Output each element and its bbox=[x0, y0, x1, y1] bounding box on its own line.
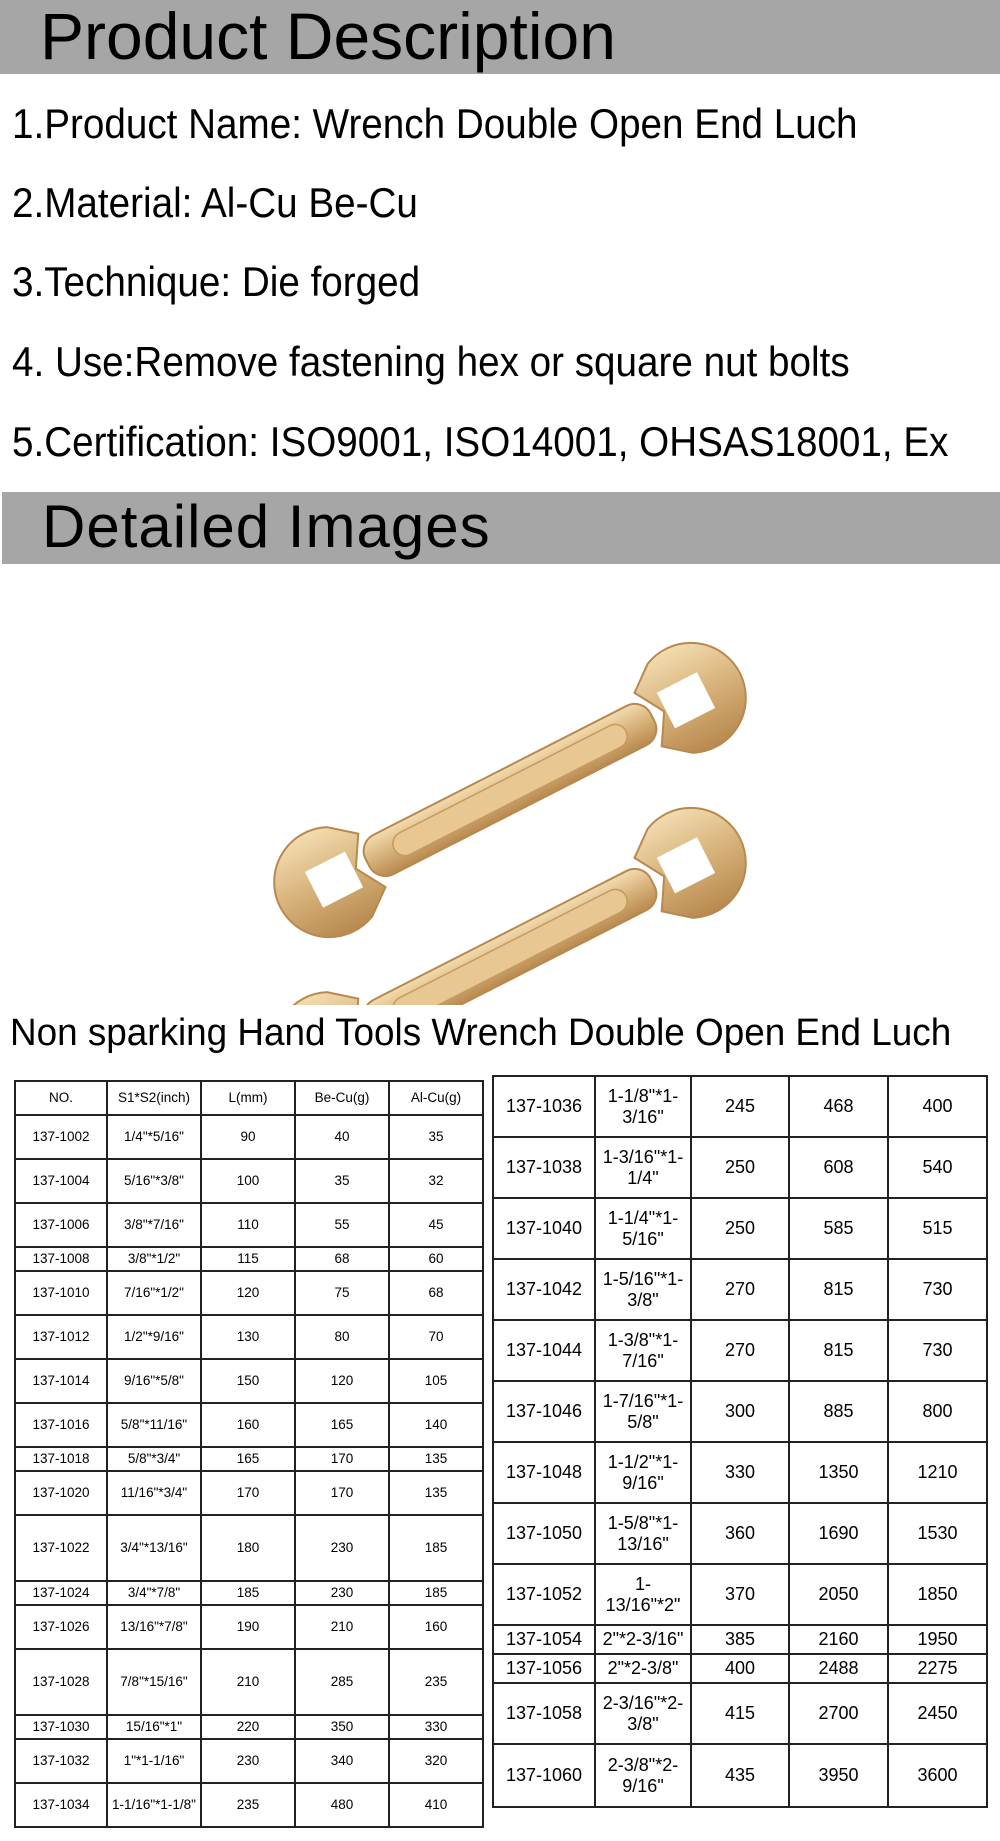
table-row bbox=[15, 1203, 483, 1247]
table-row bbox=[493, 1625, 987, 1654]
table-cell: 115 bbox=[201, 1247, 295, 1271]
table-cell: 137-1026 bbox=[15, 1605, 107, 1649]
table-cell: 150 bbox=[201, 1359, 295, 1403]
table-cell: 800 bbox=[888, 1381, 987, 1442]
table-cell: 120 bbox=[201, 1271, 295, 1315]
table-row bbox=[493, 1198, 987, 1259]
table-cell: 2"*2-3/8" bbox=[595, 1654, 691, 1683]
table-row bbox=[493, 1564, 987, 1625]
table-row bbox=[15, 1315, 483, 1359]
table-cell: 330 bbox=[389, 1715, 483, 1739]
table-cell: 3950 bbox=[789, 1744, 888, 1807]
table-cell: 7/16"*1/2" bbox=[107, 1271, 201, 1315]
table-cell: 1-5/8"*1-13/16" bbox=[595, 1503, 691, 1564]
table-title: Non sparking Hand Tools Wrench Double Open End Luch bbox=[10, 1012, 952, 1054]
table-cell: 137-1044 bbox=[493, 1320, 595, 1381]
spec-table-right bbox=[492, 1075, 988, 1808]
table-cell: 400 bbox=[888, 1076, 987, 1137]
table-cell: 2160 bbox=[789, 1625, 888, 1654]
table-cell: 480 bbox=[295, 1783, 389, 1827]
table-cell: 40 bbox=[295, 1115, 389, 1159]
column-header: Al-Cu(g) bbox=[389, 1081, 483, 1115]
table-cell: 300 bbox=[691, 1381, 789, 1442]
spec-technique: 3.Technique: Die forged bbox=[12, 258, 421, 305]
table-cell: 250 bbox=[691, 1137, 789, 1198]
table-cell: 68 bbox=[295, 1247, 389, 1271]
table-cell: 245 bbox=[691, 1076, 789, 1137]
table-cell: 32 bbox=[389, 1159, 483, 1203]
table-cell: 137-1030 bbox=[15, 1715, 107, 1739]
table-cell: 360 bbox=[691, 1503, 789, 1564]
wrench-pair-image bbox=[270, 580, 750, 1005]
table-cell: 15/16"*1" bbox=[107, 1715, 201, 1739]
detailed-images-banner bbox=[2, 492, 1000, 564]
table-cell: 137-1022 bbox=[15, 1515, 107, 1581]
table-cell: 370 bbox=[691, 1564, 789, 1625]
table-cell: 105 bbox=[389, 1359, 483, 1403]
table-row bbox=[15, 1581, 483, 1605]
table-cell: 1/4"*5/16" bbox=[107, 1115, 201, 1159]
table-cell: 2700 bbox=[789, 1683, 888, 1744]
table-row bbox=[493, 1259, 987, 1320]
table-cell: 137-1050 bbox=[493, 1503, 595, 1564]
table-cell: 137-1038 bbox=[493, 1137, 595, 1198]
table-cell: 815 bbox=[789, 1320, 888, 1381]
table-cell: 3/4"*7/8" bbox=[107, 1581, 201, 1605]
table-cell: 5/16"*3/8" bbox=[107, 1159, 201, 1203]
table-cell: 5/8"*11/16" bbox=[107, 1403, 201, 1447]
table-cell: 9/16"*5/8" bbox=[107, 1359, 201, 1403]
table-cell: 1-13/16"*2" bbox=[595, 1564, 691, 1625]
table-row bbox=[15, 1605, 483, 1649]
table-cell: 137-1024 bbox=[15, 1581, 107, 1605]
table-cell: 2275 bbox=[888, 1654, 987, 1683]
table-cell: 815 bbox=[789, 1259, 888, 1320]
detailed-images-heading: Detailed Images bbox=[42, 493, 491, 560]
table-cell: 1-3/8"*1-7/16" bbox=[595, 1320, 691, 1381]
table-cell: 220 bbox=[201, 1715, 295, 1739]
table-cell: 285 bbox=[295, 1649, 389, 1715]
table-cell: 137-1034 bbox=[15, 1783, 107, 1827]
table-cell: 230 bbox=[201, 1739, 295, 1783]
column-header: S1*S2(inch) bbox=[107, 1081, 201, 1115]
table-row bbox=[493, 1744, 987, 1807]
table-cell: 2450 bbox=[888, 1683, 987, 1744]
column-header: NO. bbox=[15, 1081, 107, 1115]
table-cell: 235 bbox=[389, 1649, 483, 1715]
table-cell: 730 bbox=[888, 1259, 987, 1320]
table-cell: 320 bbox=[389, 1739, 483, 1783]
table-cell: 730 bbox=[888, 1320, 987, 1381]
table-cell: 415 bbox=[691, 1683, 789, 1744]
table-cell: 1-7/16"*1-5/8" bbox=[595, 1381, 691, 1442]
table-row bbox=[15, 1715, 483, 1739]
table-cell: 2-3/8"*2-9/16" bbox=[595, 1744, 691, 1807]
table-cell: 1"*1-1/16" bbox=[107, 1739, 201, 1783]
table-cell: 1-1/4"*1-5/16" bbox=[595, 1198, 691, 1259]
table-cell: 11/16"*3/4" bbox=[107, 1471, 201, 1515]
table-row bbox=[15, 1783, 483, 1827]
spec-table-left bbox=[14, 1080, 484, 1828]
table-cell: 137-1056 bbox=[493, 1654, 595, 1683]
table-row bbox=[15, 1471, 483, 1515]
table-cell: 70 bbox=[389, 1315, 483, 1359]
product-description-heading: Product Description bbox=[40, 0, 616, 73]
table-row bbox=[15, 1247, 483, 1271]
table-cell: 170 bbox=[295, 1447, 389, 1471]
table-cell: 137-1020 bbox=[15, 1471, 107, 1515]
table-cell: 137-1008 bbox=[15, 1247, 107, 1271]
table-cell: 3/8"*1/2" bbox=[107, 1247, 201, 1271]
table-cell: 540 bbox=[888, 1137, 987, 1198]
table-cell: 1-1/2"*1-9/16" bbox=[595, 1442, 691, 1503]
table-cell: 137-1040 bbox=[493, 1198, 595, 1259]
table-row bbox=[493, 1320, 987, 1381]
table-cell: 120 bbox=[295, 1359, 389, 1403]
table-cell: 137-1042 bbox=[493, 1259, 595, 1320]
table-cell: 435 bbox=[691, 1744, 789, 1807]
spec-use: 4. Use:Remove fastening hex or square nut bolts bbox=[12, 338, 850, 385]
product-description-banner bbox=[0, 0, 1000, 74]
table-cell: 80 bbox=[295, 1315, 389, 1359]
table-cell: 60 bbox=[389, 1247, 483, 1271]
table-cell: 137-1012 bbox=[15, 1315, 107, 1359]
table-cell: 185 bbox=[389, 1515, 483, 1581]
table-cell: 135 bbox=[389, 1447, 483, 1471]
table-cell: 1950 bbox=[888, 1625, 987, 1654]
table-cell: 210 bbox=[201, 1649, 295, 1715]
table-cell: 137-1016 bbox=[15, 1403, 107, 1447]
table-cell: 7/8"*15/16" bbox=[107, 1649, 201, 1715]
table-cell: 330 bbox=[691, 1442, 789, 1503]
table-cell: 170 bbox=[295, 1471, 389, 1515]
table-row bbox=[493, 1442, 987, 1503]
table-cell: 210 bbox=[295, 1605, 389, 1649]
table-cell: 230 bbox=[295, 1581, 389, 1605]
table-cell: 137-1014 bbox=[15, 1359, 107, 1403]
table-row bbox=[15, 1271, 483, 1315]
table-cell: 1-5/16"*1-3/8" bbox=[595, 1259, 691, 1320]
table-cell: 137-1058 bbox=[493, 1683, 595, 1744]
table-cell: 35 bbox=[295, 1159, 389, 1203]
table-cell: 137-1032 bbox=[15, 1739, 107, 1783]
table-cell: 13/16"*7/8" bbox=[107, 1605, 201, 1649]
table-row bbox=[15, 1739, 483, 1783]
table-cell: 185 bbox=[201, 1581, 295, 1605]
table-cell: 1210 bbox=[888, 1442, 987, 1503]
table-row bbox=[493, 1503, 987, 1564]
table-row bbox=[493, 1381, 987, 1442]
table-row bbox=[493, 1683, 987, 1744]
table-cell: 2050 bbox=[789, 1564, 888, 1625]
table-row bbox=[15, 1359, 483, 1403]
table-cell: 137-1060 bbox=[493, 1744, 595, 1807]
table-cell: 468 bbox=[789, 1076, 888, 1137]
table-cell: 1-1/16"*1-1/8" bbox=[107, 1783, 201, 1827]
table-row bbox=[15, 1115, 483, 1159]
table-cell: 180 bbox=[201, 1515, 295, 1581]
table-cell: 2488 bbox=[789, 1654, 888, 1683]
table-header-row bbox=[15, 1081, 483, 1115]
table-cell: 1-3/16"*1-1/4" bbox=[595, 1137, 691, 1198]
table-cell: 90 bbox=[201, 1115, 295, 1159]
table-cell: 170 bbox=[201, 1471, 295, 1515]
table-cell: 137-1054 bbox=[493, 1625, 595, 1654]
table-cell: 3/4"*13/16" bbox=[107, 1515, 201, 1581]
table-cell: 1690 bbox=[789, 1503, 888, 1564]
table-cell: 137-1048 bbox=[493, 1442, 595, 1503]
table-cell: 45 bbox=[389, 1203, 483, 1247]
table-cell: 135 bbox=[389, 1471, 483, 1515]
table-row bbox=[15, 1649, 483, 1715]
table-cell: 137-1046 bbox=[493, 1381, 595, 1442]
table-cell: 1/2"*9/16" bbox=[107, 1315, 201, 1359]
table-cell: 3600 bbox=[888, 1744, 987, 1807]
table-cell: 340 bbox=[295, 1739, 389, 1783]
table-row bbox=[15, 1159, 483, 1203]
table-cell: 130 bbox=[201, 1315, 295, 1359]
table-cell: 608 bbox=[789, 1137, 888, 1198]
table-cell: 55 bbox=[295, 1203, 389, 1247]
table-cell: 350 bbox=[295, 1715, 389, 1739]
table-cell: 137-1004 bbox=[15, 1159, 107, 1203]
spec-material: 2.Material: Al-Cu Be-Cu bbox=[12, 179, 418, 226]
table-row bbox=[493, 1076, 987, 1137]
table-cell: 68 bbox=[389, 1271, 483, 1315]
table-cell: 885 bbox=[789, 1381, 888, 1442]
table-cell: 35 bbox=[389, 1115, 483, 1159]
table-cell: 515 bbox=[888, 1198, 987, 1259]
table-cell: 385 bbox=[691, 1625, 789, 1654]
table-row bbox=[15, 1515, 483, 1581]
table-cell: 137-1036 bbox=[493, 1076, 595, 1137]
table-cell: 190 bbox=[201, 1605, 295, 1649]
table-cell: 235 bbox=[201, 1783, 295, 1827]
table-cell: 185 bbox=[389, 1581, 483, 1605]
table-cell: 137-1002 bbox=[15, 1115, 107, 1159]
table-cell: 137-1028 bbox=[15, 1649, 107, 1715]
table-cell: 400 bbox=[691, 1654, 789, 1683]
table-cell: 2-3/16"*2-3/8" bbox=[595, 1683, 691, 1744]
spec-product-name: 1.Product Name: Wrench Double Open End Luch bbox=[12, 100, 858, 147]
table-row bbox=[493, 1137, 987, 1198]
table-cell: 110 bbox=[201, 1203, 295, 1247]
table-cell: 1850 bbox=[888, 1564, 987, 1625]
column-header: Be-Cu(g) bbox=[295, 1081, 389, 1115]
column-header: L(mm) bbox=[201, 1081, 295, 1115]
table-cell: 165 bbox=[201, 1447, 295, 1471]
table-cell: 270 bbox=[691, 1259, 789, 1320]
table-cell: 585 bbox=[789, 1198, 888, 1259]
table-cell: 270 bbox=[691, 1320, 789, 1381]
table-cell: 137-1018 bbox=[15, 1447, 107, 1471]
table-cell: 1-1/8"*1-3/16" bbox=[595, 1076, 691, 1137]
table-cell: 1530 bbox=[888, 1503, 987, 1564]
table-cell: 75 bbox=[295, 1271, 389, 1315]
table-cell: 250 bbox=[691, 1198, 789, 1259]
table-cell: 2"*2-3/16" bbox=[595, 1625, 691, 1654]
table-cell: 140 bbox=[389, 1403, 483, 1447]
table-cell: 5/8"*3/4" bbox=[107, 1447, 201, 1471]
table-cell: 1350 bbox=[789, 1442, 888, 1503]
table-cell: 230 bbox=[295, 1515, 389, 1581]
table-cell: 160 bbox=[201, 1403, 295, 1447]
table-cell: 410 bbox=[389, 1783, 483, 1827]
table-row bbox=[493, 1654, 987, 1683]
table-row bbox=[15, 1403, 483, 1447]
table-cell: 165 bbox=[295, 1403, 389, 1447]
wrench-pair-svg bbox=[270, 580, 750, 1005]
table-row bbox=[15, 1447, 483, 1471]
table-cell: 100 bbox=[201, 1159, 295, 1203]
table-cell: 3/8"*7/16" bbox=[107, 1203, 201, 1247]
spec-certification: 5.Certification: ISO9001, ISO14001, OHSAS18001, Ex bbox=[12, 418, 949, 465]
table-cell: 137-1052 bbox=[493, 1564, 595, 1625]
table-cell: 137-1010 bbox=[15, 1271, 107, 1315]
table-cell: 160 bbox=[389, 1605, 483, 1649]
table-cell: 137-1006 bbox=[15, 1203, 107, 1247]
